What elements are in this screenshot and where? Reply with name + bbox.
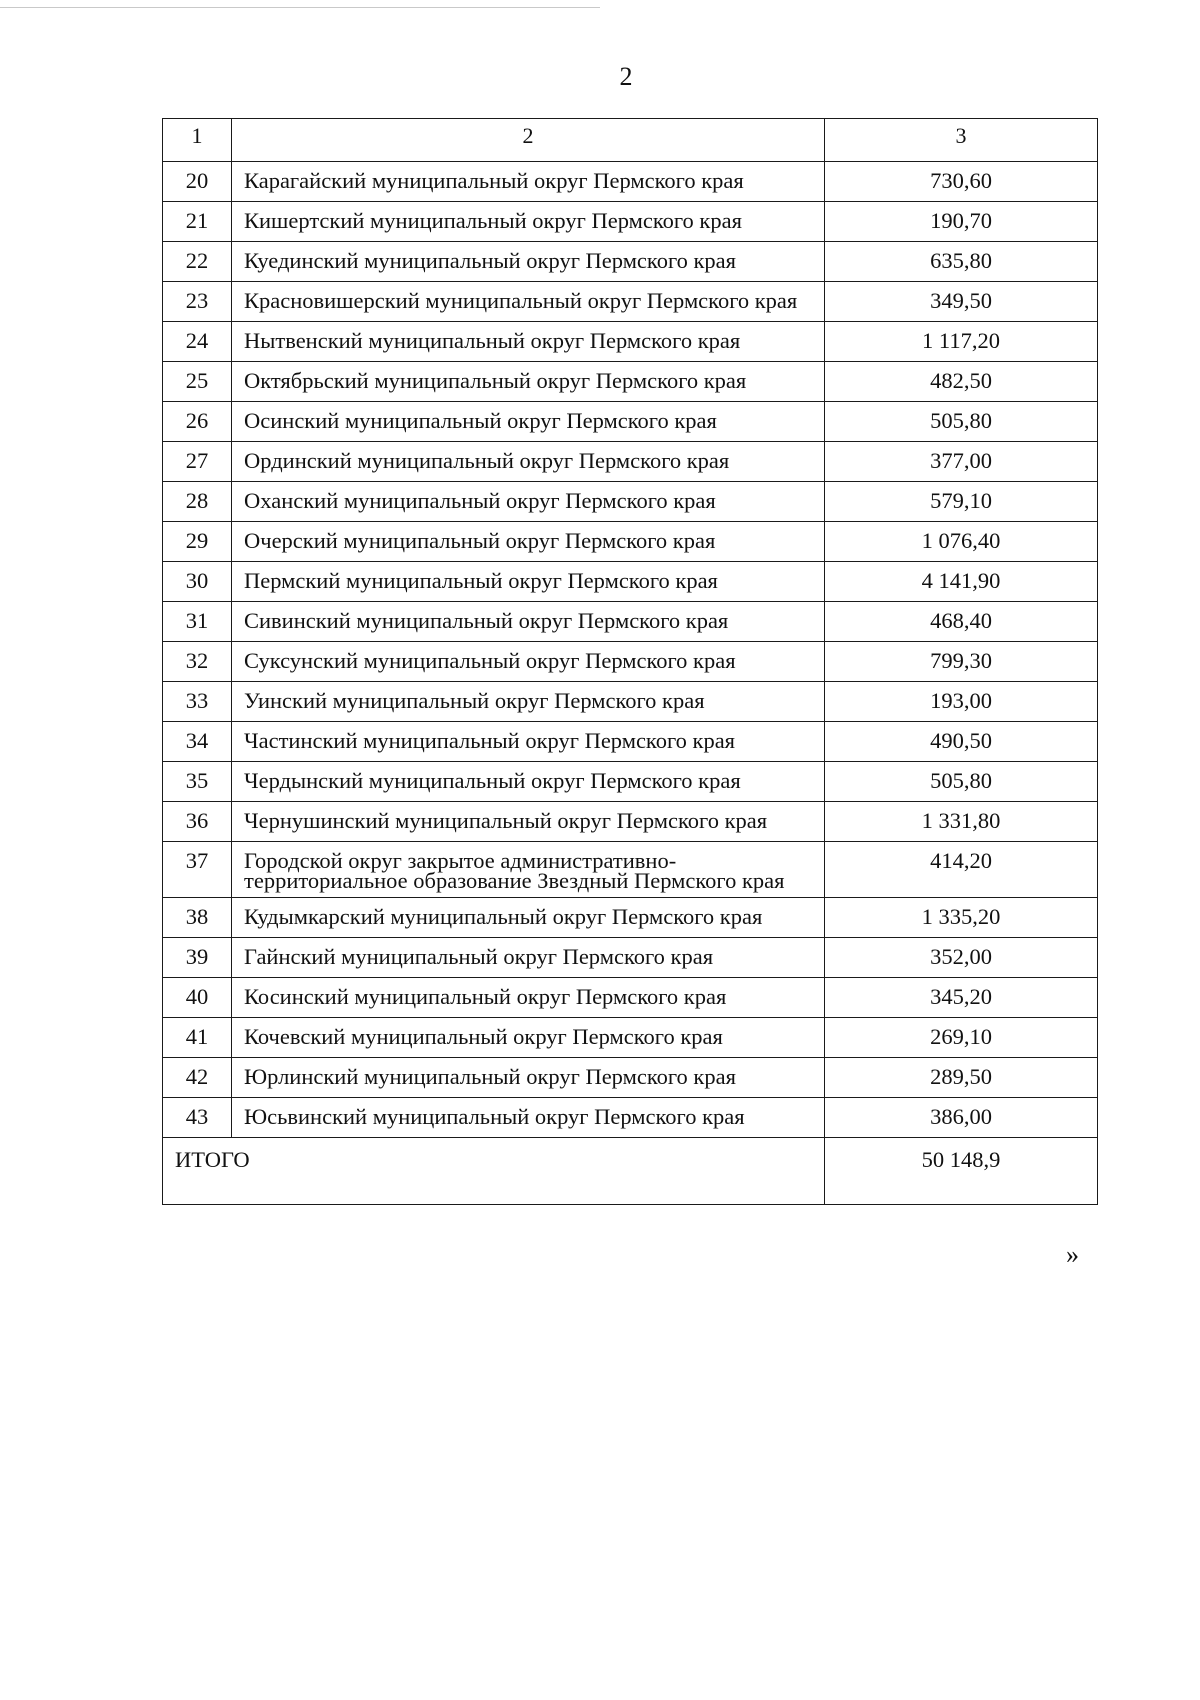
municipality-name: Гайнский муниципальный округ Пермского края xyxy=(232,938,825,978)
amount-value: 269,10 xyxy=(825,1018,1098,1058)
row-number: 28 xyxy=(163,482,232,522)
table-row xyxy=(163,402,1098,442)
table-row xyxy=(163,162,1098,202)
amount-value: 799,30 xyxy=(825,642,1098,682)
table-row xyxy=(163,602,1098,642)
total-value: 50 148,9 xyxy=(825,1138,1098,1205)
page-top-rule xyxy=(0,7,600,8)
amount-value: 505,80 xyxy=(825,402,1098,442)
row-number: 39 xyxy=(163,938,232,978)
municipality-name: Очерский муниципальный округ Пермского края xyxy=(232,522,825,562)
row-number: 29 xyxy=(163,522,232,562)
municipality-name: Частинский муниципальный округ Пермского края xyxy=(232,722,825,762)
amount-value: 1 331,80 xyxy=(825,802,1098,842)
municipality-name: Уинский муниципальный округ Пермского края xyxy=(232,682,825,722)
municipality-name: Юсьвинский муниципальный округ Пермского края xyxy=(232,1098,825,1138)
municipality-name: Красновишерский муниципальный округ Пермского края xyxy=(232,282,825,322)
row-number: 37 xyxy=(163,842,232,898)
table-row xyxy=(163,898,1098,938)
amount-value: 1 076,40 xyxy=(825,522,1098,562)
amount-value: 190,70 xyxy=(825,202,1098,242)
total-row xyxy=(163,1138,1098,1205)
row-number: 21 xyxy=(163,202,232,242)
municipality-name: Чернушинский муниципальный округ Пермского края xyxy=(232,802,825,842)
row-number: 42 xyxy=(163,1058,232,1098)
municipality-name: Кудымкарский муниципальный округ Пермского края xyxy=(232,898,825,938)
allocation-table xyxy=(162,118,1098,1205)
amount-value: 193,00 xyxy=(825,682,1098,722)
municipality-name: Пермский муниципальный округ Пермского края xyxy=(232,562,825,602)
amount-value: 468,40 xyxy=(825,602,1098,642)
row-number: 26 xyxy=(163,402,232,442)
amount-value: 349,50 xyxy=(825,282,1098,322)
municipality-name: Кочевский муниципальный округ Пермского края xyxy=(232,1018,825,1058)
table-row xyxy=(163,202,1098,242)
amount-value: 730,60 xyxy=(825,162,1098,202)
closing-quote: » xyxy=(1066,1240,1079,1269)
row-number: 20 xyxy=(163,162,232,202)
table-row xyxy=(163,722,1098,762)
amount-value: 635,80 xyxy=(825,242,1098,282)
row-number: 27 xyxy=(163,442,232,482)
row-number: 43 xyxy=(163,1098,232,1138)
table-row xyxy=(163,762,1098,802)
row-number: 40 xyxy=(163,978,232,1018)
table-row xyxy=(163,482,1098,522)
table-row xyxy=(163,938,1098,978)
municipality-name: Нытвенский муниципальный округ Пермского края xyxy=(232,322,825,362)
header-col-3: 3 xyxy=(825,119,1098,162)
table-row xyxy=(163,522,1098,562)
municipality-name: Суксунский муниципальный округ Пермского края xyxy=(232,642,825,682)
page-number: 2 xyxy=(619,62,633,91)
table-row xyxy=(163,242,1098,282)
municipality-name: Осинский муниципальный округ Пермского края xyxy=(232,402,825,442)
table-row xyxy=(163,842,1098,898)
row-number: 36 xyxy=(163,802,232,842)
row-number: 24 xyxy=(163,322,232,362)
amount-value: 1 117,20 xyxy=(825,322,1098,362)
amount-value: 490,50 xyxy=(825,722,1098,762)
amount-value: 482,50 xyxy=(825,362,1098,402)
municipality-name: Косинский муниципальный округ Пермского края xyxy=(232,978,825,1018)
row-number: 33 xyxy=(163,682,232,722)
header-col-1: 1 xyxy=(163,119,232,162)
table-row xyxy=(163,978,1098,1018)
municipality-name: Городской округ закрытое административно-территориальное образование Звездный Пермского края xyxy=(232,842,825,898)
table-body xyxy=(163,119,1098,1205)
amount-value: 505,80 xyxy=(825,762,1098,802)
table-row xyxy=(163,1058,1098,1098)
municipality-name: Сивинский муниципальный округ Пермского края xyxy=(232,602,825,642)
municipality-name: Октябрьский муниципальный округ Пермского края xyxy=(232,362,825,402)
row-number: 41 xyxy=(163,1018,232,1058)
amount-value: 289,50 xyxy=(825,1058,1098,1098)
table-row xyxy=(163,562,1098,602)
row-number: 30 xyxy=(163,562,232,602)
table-row xyxy=(163,1018,1098,1058)
row-number: 34 xyxy=(163,722,232,762)
amount-value: 4 141,90 xyxy=(825,562,1098,602)
municipality-name: Карагайский муниципальный округ Пермского края xyxy=(232,162,825,202)
amount-value: 1 335,20 xyxy=(825,898,1098,938)
header-col-2: 2 xyxy=(232,119,825,162)
amount-value: 345,20 xyxy=(825,978,1098,1018)
amount-value: 352,00 xyxy=(825,938,1098,978)
municipality-name: Ординский муниципальный округ Пермского края xyxy=(232,442,825,482)
municipality-name: Куединский муниципальный округ Пермского края xyxy=(232,242,825,282)
amount-value: 386,00 xyxy=(825,1098,1098,1138)
row-number: 32 xyxy=(163,642,232,682)
table-row xyxy=(163,642,1098,682)
row-number: 23 xyxy=(163,282,232,322)
table-row xyxy=(163,802,1098,842)
table-row xyxy=(163,282,1098,322)
row-number: 31 xyxy=(163,602,232,642)
total-label: ИТОГО xyxy=(163,1138,825,1205)
amount-value: 377,00 xyxy=(825,442,1098,482)
table-row xyxy=(163,322,1098,362)
municipality-name: Кишертский муниципальный округ Пермского края xyxy=(232,202,825,242)
amount-value: 579,10 xyxy=(825,482,1098,522)
municipality-name: Оханский муниципальный округ Пермского края xyxy=(232,482,825,522)
row-number: 22 xyxy=(163,242,232,282)
table-header-row xyxy=(163,119,1098,162)
table-row xyxy=(163,362,1098,402)
row-number: 38 xyxy=(163,898,232,938)
table-row xyxy=(163,442,1098,482)
municipality-name: Юрлинский муниципальный округ Пермского края xyxy=(232,1058,825,1098)
row-number: 25 xyxy=(163,362,232,402)
table-row xyxy=(163,1098,1098,1138)
row-number: 35 xyxy=(163,762,232,802)
table-row xyxy=(163,682,1098,722)
amount-value: 414,20 xyxy=(825,842,1098,898)
municipality-name: Чердынский муниципальный округ Пермского края xyxy=(232,762,825,802)
